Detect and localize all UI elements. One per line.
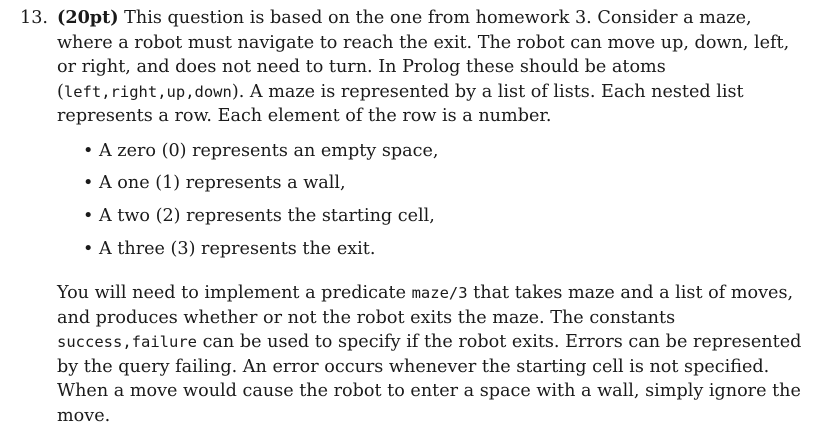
bullet-icon: • [83,205,94,226]
list-item [83,204,810,229]
list-item [83,139,810,164]
maze-value-list [57,139,810,262]
intro-text-b: ). A maze is represented by a list of lists. Each nested list represents a row. Each element of the row is a number. [57,81,744,126]
question-intro [57,6,810,129]
list-item-text: A one (1) represents a wall, [99,173,346,194]
list-item-text: A zero (0) represents an empty space, [99,140,439,161]
para2-text-a: You will need to implement a predicate [57,283,412,304]
question-13 [20,6,810,428]
constants-code: success,failure [57,333,197,352]
question-points: (20pt) [57,7,119,28]
question-number: 13. [20,8,48,28]
question-body [57,6,810,428]
question-paragraph-2 [57,281,810,428]
para2-text-b: that takes maze and a list of moves, and produces whether or not the robot exits the maze. The constants [57,283,794,328]
intro-text-a: This question is based on the one from homework 3. Consider a maze, where a robot must navigate to reach the exit. The robot can move up, down, left, or right, and does not need to turn. In Prolog these should be atoms ( [57,8,790,102]
list-item-text: A three (3) represents the exit. [99,238,376,259]
bullet-icon: • [83,140,94,161]
bullet-icon: • [83,173,94,194]
list-item [83,237,810,262]
bullet-icon: • [83,238,94,259]
list-item-text: A two (2) represents the starting cell, [99,205,435,226]
para2-text-c: can be used to specify if the robot exits. Errors can be represented by the query failing. An error occurs whenever the starting cell is not specified. When a move would cause the robot to enter a space with a wall, simply ignore the move. [57,332,802,426]
atoms-code: left,right,up,down [63,82,232,101]
predicate-code: maze/3 [411,284,468,303]
list-item [83,171,810,196]
